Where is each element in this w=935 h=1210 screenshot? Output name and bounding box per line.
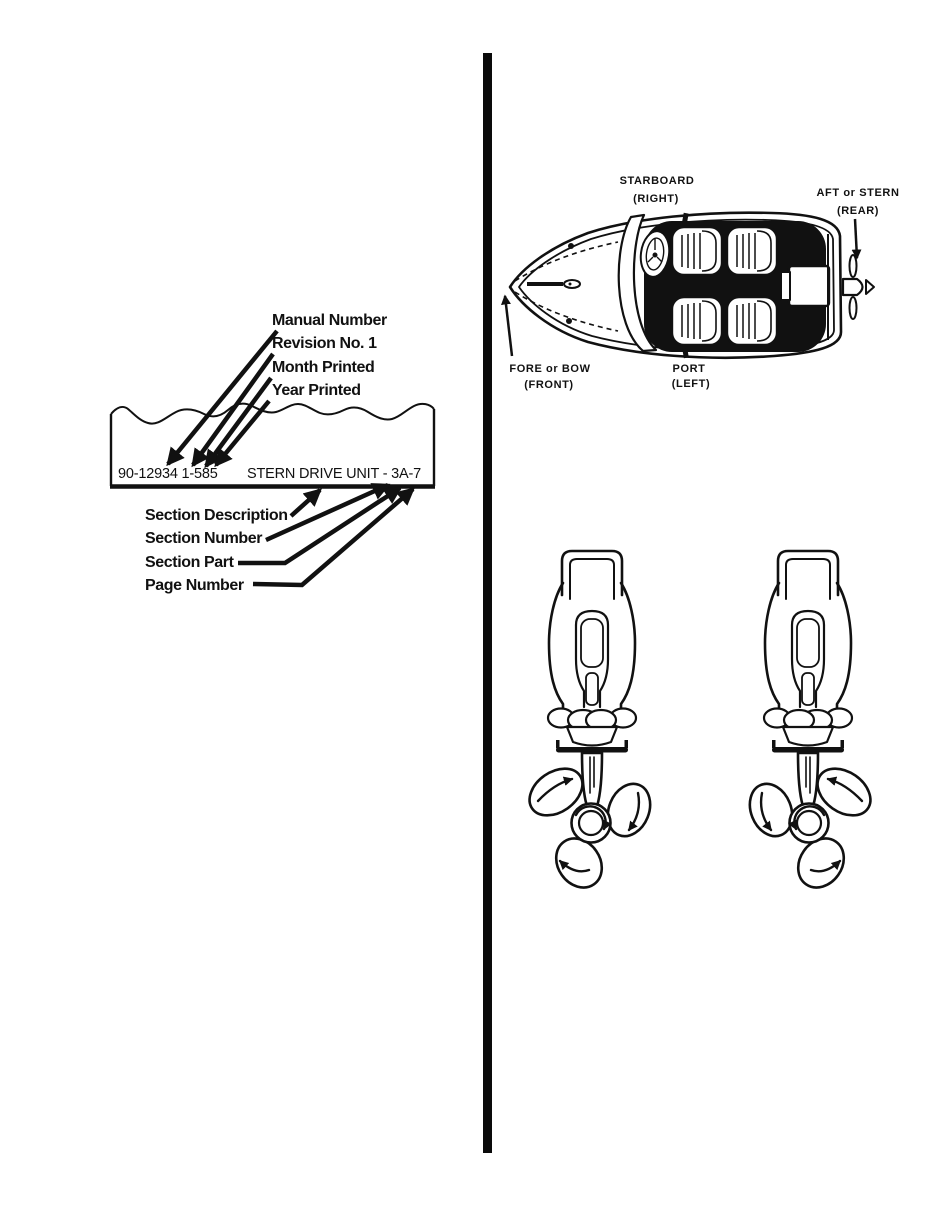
fore-arrow bbox=[505, 296, 512, 356]
callout-section-description: Section Description bbox=[145, 507, 288, 524]
label-aft: AFT or STERN bbox=[816, 187, 900, 199]
plate-title: STERN DRIVE UNIT - 3A-7 bbox=[247, 466, 421, 482]
seat bbox=[727, 227, 777, 275]
label-fore-sub: (FRONT) bbox=[524, 379, 574, 391]
callout-section-number: Section Number bbox=[145, 530, 263, 547]
label-aft-sub: (REAR) bbox=[836, 205, 880, 217]
deck-fitting bbox=[566, 318, 572, 324]
label-starboard: STARBOARD bbox=[619, 175, 695, 187]
drive-unit-counter-clockwise bbox=[742, 551, 879, 896]
callout-section-part: Section Part bbox=[145, 554, 234, 571]
callout-year-printed: Year Printed bbox=[272, 382, 361, 399]
label-starboard-sub: (RIGHT) bbox=[633, 193, 679, 205]
deck-fitting bbox=[568, 243, 574, 249]
engine-box bbox=[789, 266, 829, 306]
seat bbox=[672, 227, 722, 275]
seat bbox=[672, 297, 722, 345]
callout-manual-number: Manual Number bbox=[272, 312, 387, 329]
callout-revision-no: Revision No. 1 bbox=[272, 335, 377, 352]
aft-arrow bbox=[855, 219, 857, 258]
boat-outdrive bbox=[843, 255, 874, 319]
drive-unit-clockwise bbox=[521, 551, 658, 896]
seat bbox=[727, 297, 777, 345]
callout-page-number: Page Number bbox=[145, 577, 244, 594]
label-port-sub: (LEFT) bbox=[671, 378, 711, 390]
bow-cleat bbox=[564, 280, 580, 288]
plate-number: 90-12934 1-585 bbox=[118, 466, 218, 482]
label-port: PORT bbox=[672, 363, 706, 375]
callout-month-printed: Month Printed bbox=[272, 359, 375, 376]
torn-edge bbox=[111, 404, 434, 424]
boat-top-view bbox=[505, 213, 874, 359]
label-fore: FORE or BOW bbox=[509, 363, 591, 375]
